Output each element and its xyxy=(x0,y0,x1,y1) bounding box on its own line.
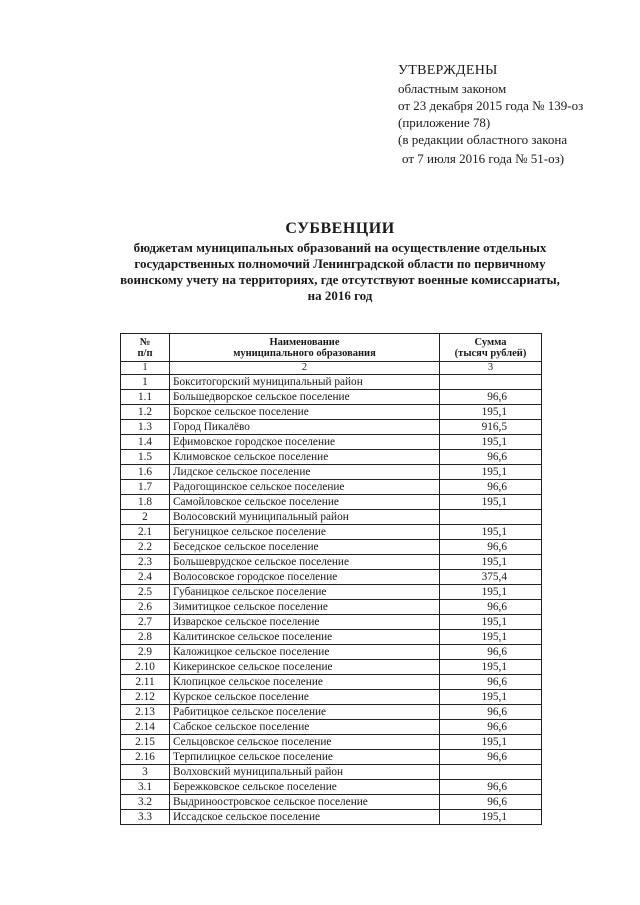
row-number: 2.9 xyxy=(121,645,170,660)
approval-line: (в редакции областного закона xyxy=(398,132,568,147)
row-number: 2.5 xyxy=(121,585,170,600)
row-name: Климовское сельское поселение xyxy=(170,450,440,465)
row-number: 2.8 xyxy=(121,630,170,645)
row-number: 1.7 xyxy=(121,480,170,495)
header-number-line: п/п xyxy=(137,348,153,359)
row-number: 3 xyxy=(121,765,170,780)
row-value: 96,6 xyxy=(440,750,542,765)
header-number xyxy=(121,334,170,362)
row-value: 195,1 xyxy=(440,495,542,510)
subsidies-table xyxy=(120,333,542,825)
row-value: 195,1 xyxy=(440,630,542,645)
table-row xyxy=(121,420,542,435)
row-number: 2.6 xyxy=(121,600,170,615)
row-value: 375,4 xyxy=(440,570,542,585)
row-number: 1 xyxy=(121,375,170,390)
row-value: 96,6 xyxy=(440,795,542,810)
row-number: 2.14 xyxy=(121,720,170,735)
row-value: 916,5 xyxy=(440,420,542,435)
row-value: 195,1 xyxy=(440,615,542,630)
column-index: 3 xyxy=(440,362,542,375)
row-number: 2.4 xyxy=(121,570,170,585)
row-name: Изварское сельское поселение xyxy=(170,615,440,630)
row-name: Борское сельское поселение xyxy=(170,405,440,420)
row-value: 195,1 xyxy=(440,660,542,675)
row-name: Губаницкое сельское поселение xyxy=(170,585,440,600)
row-name: Волосовский муниципальный район xyxy=(170,510,440,525)
row-value: 195,1 xyxy=(440,690,542,705)
document-subtitle-line: на 2016 год xyxy=(307,288,373,303)
row-number: 3.2 xyxy=(121,795,170,810)
row-value: 96,6 xyxy=(440,780,542,795)
row-number: 1.3 xyxy=(121,420,170,435)
row-number: 2.11 xyxy=(121,675,170,690)
row-number: 1.4 xyxy=(121,435,170,450)
row-value xyxy=(440,765,542,780)
row-name: Бегуницкое сельское поселение xyxy=(170,525,440,540)
row-value: 96,6 xyxy=(440,720,542,735)
table-row xyxy=(121,585,542,600)
row-value: 195,1 xyxy=(440,810,542,825)
column-index-row xyxy=(121,362,542,375)
row-value: 195,1 xyxy=(440,405,542,420)
row-name: Самойловское сельское поселение xyxy=(170,495,440,510)
document-subtitle-line: государственных полномочий Ленинградской области по первичному xyxy=(134,256,546,271)
table-row xyxy=(121,690,542,705)
approval-title: УТВЕРЖДЕНЫ xyxy=(398,63,498,78)
row-name: Каложицкое сельское поселение xyxy=(170,645,440,660)
document-title: СУБВЕНЦИИ xyxy=(285,220,395,237)
row-name: Клопицкое сельское поселение xyxy=(170,675,440,690)
row-number: 2.2 xyxy=(121,540,170,555)
table-row xyxy=(121,705,542,720)
row-value: 96,6 xyxy=(440,480,542,495)
row-value: 96,6 xyxy=(440,390,542,405)
row-name: Кикеринское сельское поселение xyxy=(170,660,440,675)
table-body xyxy=(121,375,542,825)
table-row xyxy=(121,570,542,585)
row-value: 96,6 xyxy=(440,450,542,465)
row-name: Выдриноостровское сельское поселение xyxy=(170,795,440,810)
row-value: 195,1 xyxy=(440,465,542,480)
row-name: Большеврудское сельское поселение xyxy=(170,555,440,570)
table-header-row xyxy=(121,334,542,362)
row-value: 96,6 xyxy=(440,600,542,615)
row-name: Ефимовское городское поселение xyxy=(170,435,440,450)
row-value: 96,6 xyxy=(440,645,542,660)
table-row xyxy=(121,390,542,405)
row-value: 195,1 xyxy=(440,585,542,600)
approval-line: областным законом xyxy=(398,81,507,96)
approval-line: от 23 декабря 2015 года № 139-оз xyxy=(398,98,584,113)
header-name-line: муниципального образования xyxy=(233,348,376,359)
table-row xyxy=(121,555,542,570)
row-number: 2.16 xyxy=(121,750,170,765)
row-number: 3.3 xyxy=(121,810,170,825)
row-number: 2.3 xyxy=(121,555,170,570)
row-value: 195,1 xyxy=(440,555,542,570)
row-name: Терпилицкое сельское поселение xyxy=(170,750,440,765)
row-number: 2.1 xyxy=(121,525,170,540)
table-row xyxy=(121,405,542,420)
row-number: 1.5 xyxy=(121,450,170,465)
row-value: 96,6 xyxy=(440,705,542,720)
approval-line: (приложение 78) xyxy=(398,115,491,130)
row-number: 1.2 xyxy=(121,405,170,420)
table-row xyxy=(121,435,542,450)
row-name: Город Пикалёво xyxy=(170,420,440,435)
row-value xyxy=(440,375,542,390)
row-number: 1.6 xyxy=(121,465,170,480)
row-name: Сельцовское сельское поселение xyxy=(170,735,440,750)
row-number: 2 xyxy=(121,510,170,525)
table-row xyxy=(121,810,542,825)
table-row xyxy=(121,480,542,495)
table-row xyxy=(121,375,542,390)
table-row xyxy=(121,510,542,525)
table-row xyxy=(121,795,542,810)
row-name: Большедворское сельское поселение xyxy=(170,390,440,405)
table-row xyxy=(121,675,542,690)
row-name: Беседское сельское поселение xyxy=(170,540,440,555)
header-name xyxy=(170,334,440,362)
row-number: 1.8 xyxy=(121,495,170,510)
row-number: 2.10 xyxy=(121,660,170,675)
table-row xyxy=(121,765,542,780)
document-subtitle-line: воинскому учету на территориях, где отсутствуют военные комиссариаты, xyxy=(120,272,560,287)
table-row xyxy=(121,495,542,510)
row-number: 2.15 xyxy=(121,735,170,750)
document-heading xyxy=(90,220,590,304)
approval-stamp xyxy=(398,62,583,167)
row-name: Калитинское сельское поселение xyxy=(170,630,440,645)
table-row xyxy=(121,540,542,555)
row-name: Радогощинское сельское поселение xyxy=(170,480,440,495)
row-number: 3.1 xyxy=(121,780,170,795)
row-value: 96,6 xyxy=(440,540,542,555)
table-row xyxy=(121,750,542,765)
row-name: Сабское сельское поселение xyxy=(170,720,440,735)
table-row xyxy=(121,735,542,750)
row-name: Волосовское городское поселение xyxy=(170,570,440,585)
table-row xyxy=(121,600,542,615)
header-sum-line: Сумма xyxy=(474,337,507,348)
table-row xyxy=(121,720,542,735)
header-number-line: № xyxy=(139,337,151,348)
row-value: 195,1 xyxy=(440,525,542,540)
row-name: Бережковское сельское поселение xyxy=(170,780,440,795)
header-sum-line: (тысяч рублей) xyxy=(454,348,527,359)
row-value: 195,1 xyxy=(440,435,542,450)
row-name: Курское сельское поселение xyxy=(170,690,440,705)
row-name: Рабитицкое сельское поселение xyxy=(170,705,440,720)
row-value: 96,6 xyxy=(440,675,542,690)
row-number: 2.12 xyxy=(121,690,170,705)
table-row xyxy=(121,615,542,630)
row-name: Бокситогорский муниципальный район xyxy=(170,375,440,390)
header-sum xyxy=(440,334,542,362)
row-name: Волховский муниципальный район xyxy=(170,765,440,780)
table-row xyxy=(121,465,542,480)
row-name: Лидское сельское поселение xyxy=(170,465,440,480)
row-value xyxy=(440,510,542,525)
document-subtitle-line: бюджетам муниципальных образований на осуществление отдельных xyxy=(133,240,547,255)
row-name: Зимитицкое сельское поселение xyxy=(170,600,440,615)
table-row xyxy=(121,630,542,645)
table-row xyxy=(121,780,542,795)
column-index: 2 xyxy=(170,362,440,375)
row-number: 1.1 xyxy=(121,390,170,405)
row-name: Иссадское сельское поселение xyxy=(170,810,440,825)
row-number: 2.7 xyxy=(121,615,170,630)
table-row xyxy=(121,645,542,660)
column-index: 1 xyxy=(121,362,170,375)
table-row xyxy=(121,660,542,675)
table-row xyxy=(121,525,542,540)
table-row xyxy=(121,450,542,465)
header-name-line: Наименование xyxy=(269,337,340,348)
row-number: 2.13 xyxy=(121,705,170,720)
approval-line: от 7 июля 2016 года № 51-оз) xyxy=(402,151,565,166)
row-value: 195,1 xyxy=(440,735,542,750)
